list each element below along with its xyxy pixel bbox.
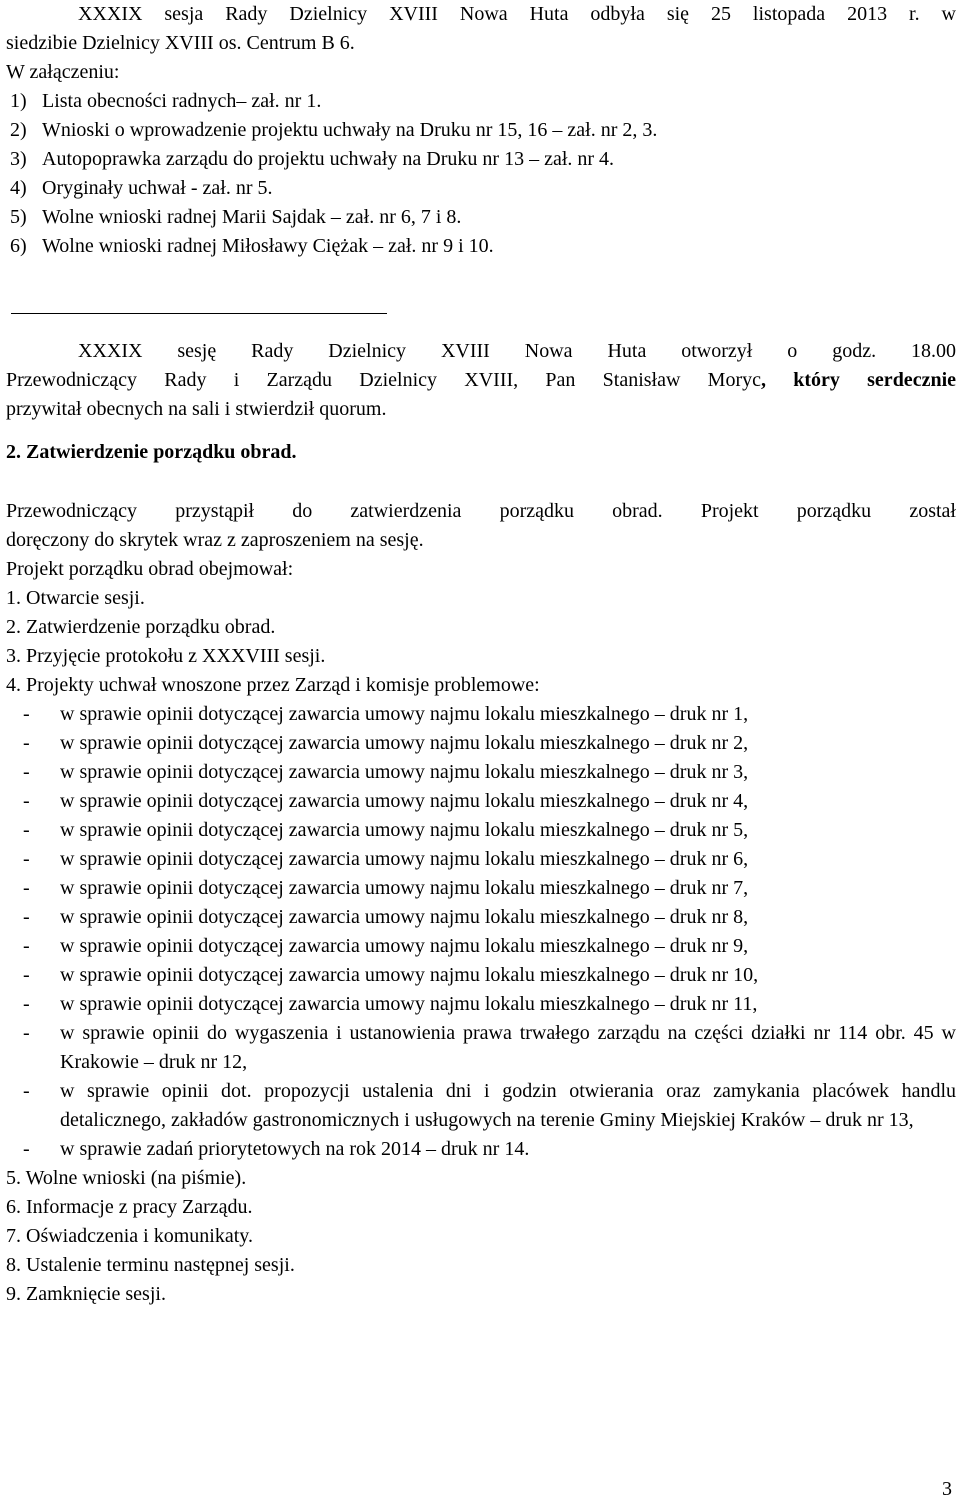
agenda-item: 5. Wolne wnioski (na piśmie). xyxy=(6,1167,247,1189)
section-heading: 2. Zatwierdzenie porządku obrad. xyxy=(6,441,297,463)
agenda-list xyxy=(6,584,956,1309)
agenda-item: 6. Informacje z pracy Zarządu. xyxy=(6,1196,253,1218)
attachments-list xyxy=(6,87,956,261)
attachment-item: 6) Wolne wnioski radnej Miłosławy Ciężak – zał. nr 9 i 10. xyxy=(10,235,494,257)
sub-item: - w sprawie opinii dot. propozycji ustalenia dni i godzin otwierania oraz zamykania placówek handlu detalicznego, zakładów gastronomicznych i usługowych na terenie Gminy Miejskiej Kraków – druk nr 13, xyxy=(23,1080,956,1131)
opening-line-2: Przewodniczący Rady i Zarządu Dzielnicy XVIII, Pan Stanisław Moryc, który serdecznie xyxy=(6,369,956,391)
sub-item: - w sprawie opinii dotyczącej zawarcia umowy najmu lokalu mieszkalnego – druk nr 2, xyxy=(23,732,749,754)
intro-line-1: XXXIX sesja Rady Dzielnicy XVIII Nowa Huta odbyła się 25 listopada 2013 r. w xyxy=(78,3,956,25)
agenda-intro: Projekt porządku obrad obejmował: xyxy=(6,558,294,580)
document-page xyxy=(6,0,956,1309)
agenda-sublist xyxy=(6,700,956,1164)
sub-item: - w sprawie zadań priorytetowych na rok 2014 – druk nr 14. xyxy=(23,1138,530,1160)
agenda-item: 2. Zatwierdzenie porządku obrad. xyxy=(6,616,276,638)
sub-item: - w sprawie opinii dotyczącej zawarcia umowy najmu lokalu mieszkalnego – druk nr 9, xyxy=(23,935,749,957)
agenda-item: 8. Ustalenie terminu następnej sesji. xyxy=(6,1254,295,1276)
agenda-item: 7. Oświadczenia i komunikaty. xyxy=(6,1225,253,1247)
agenda-item: 1. Otwarcie sesji. xyxy=(6,587,145,609)
opening-line-3: przywitał obecnych na sali i stwierdził quorum. xyxy=(6,398,387,420)
agenda-item: 9. Zamknięcie sesji. xyxy=(6,1283,166,1305)
agenda-item: 3. Przyjęcie protokołu z XXXVIII sesji. xyxy=(6,645,326,667)
sub-item: - w sprawie opinii dotyczącej zawarcia umowy najmu lokalu mieszkalnego – druk nr 4, xyxy=(23,790,749,812)
attachment-item: 3) Autopoprawka zarządu do projektu uchwały na Druku nr 13 – zał. nr 4. xyxy=(10,148,615,170)
sub-item: - w sprawie opinii do wygaszenia i ustanowienia prawa trwałego zarządu na części działki nr 114 obr. 45 w Krakowie – druk nr 12, xyxy=(23,1022,956,1073)
opening-line-1: XXXIX sesję Rady Dzielnicy XVIII Nowa Huta otworzył o godz. 18.00 xyxy=(78,340,956,362)
attachment-item: 1) Lista obecności radnych– zał. nr 1. xyxy=(10,90,322,112)
section-paragraph-line-2: doręczony do skrytek wraz z zaproszeniem na sesję. xyxy=(6,529,424,551)
page-number: 3 xyxy=(942,1478,952,1500)
separator-line xyxy=(11,313,387,314)
section-paragraph-line-1: Przewodniczący przystąpił do zatwierdzenia porządku obrad. Projekt porządku został xyxy=(6,500,956,522)
attachment-item: 5) Wolne wnioski radnej Marii Sajdak – zał. nr 6, 7 i 8. xyxy=(10,206,462,228)
sub-item: - w sprawie opinii dotyczącej zawarcia umowy najmu lokalu mieszkalnego – druk nr 5, xyxy=(23,819,749,841)
attachment-item: 4) Oryginały uchwał - zał. nr 5. xyxy=(10,177,273,199)
attachment-item: 2) Wnioski o wprowadzenie projektu uchwały na Druku nr 15, 16 – zał. nr 2, 3. xyxy=(10,119,658,141)
sub-item: - w sprawie opinii dotyczącej zawarcia umowy najmu lokalu mieszkalnego – druk nr 1, xyxy=(23,703,749,725)
sub-item: - w sprawie opinii dotyczącej zawarcia umowy najmu lokalu mieszkalnego – druk nr 11, xyxy=(23,993,758,1015)
sub-item: - w sprawie opinii dotyczącej zawarcia umowy najmu lokalu mieszkalnego – druk nr 6, xyxy=(23,848,749,870)
attachments-label: W załączeniu: xyxy=(6,61,120,83)
agenda-item: 4. Projekty uchwał wnoszone przez Zarząd i komisje problemowe: - w sprawie opinii dotyczącej zawarcia umowy najmu lokalu mieszkalnego – druk nr 1, - w sprawie opinii dotyczącej zawarcia umowy najmu lokalu mieszkalnego – druk nr 2, - w sprawie opinii dotyczącej zawarcia umowy najmu lokalu mieszkalnego – druk nr 3, - w sprawie opinii dotyczącej zawarcia umowy najmu lokalu mieszkalnego – druk nr 4, - w sprawie opinii dotyczącej zawarcia umowy najmu lokalu mieszkalnego – druk nr 5, - w sprawie opinii dotyczącej zawarcia umowy najmu lokalu mieszkalnego – druk nr 6, - w sprawie opinii dotyczącej zawarcia umowy najmu lokalu mieszkalnego – druk nr 7, - w sprawie opinii dotyczącej zawarcia umowy najmu lokalu mieszkalnego – druk nr 8, - w sprawie opinii dotyczącej zawarcia umowy najmu lokalu mieszkalnego – druk nr 9, - w sprawie opinii dotyczącej zawarcia umowy najmu lokalu mieszkalnego – druk nr 10, - w sprawie opinii dotyczącej zawarcia umowy najmu lokalu mieszkalnego – druk nr 11, - w sprawie opinii do wygaszenia i ustanowienia prawa trwałego zarządu na części działki nr 114 obr. 45 w Krakowie – druk nr 12, - w sprawie opinii dot. propozycji ustalenia dni i godzin otwierania oraz zamykania placówek handlu detalicznego, zakładów gastronomicznych i usługowych na terenie Gminy Miejskiej Kraków – druk nr 13, - w sprawie zadań priorytetowych na rok 2014 – druk nr 14. xyxy=(6,671,956,1164)
sub-item: - w sprawie opinii dotyczącej zawarcia umowy najmu lokalu mieszkalnego – druk nr 10, xyxy=(23,964,759,986)
sub-item: - w sprawie opinii dotyczącej zawarcia umowy najmu lokalu mieszkalnego – druk nr 7, xyxy=(23,877,749,899)
sub-item: - w sprawie opinii dotyczącej zawarcia umowy najmu lokalu mieszkalnego – druk nr 8, xyxy=(23,906,749,928)
intro-line-2: siedzibie Dzielnicy XVIII os. Centrum B 6. xyxy=(6,32,355,54)
sub-item: - w sprawie opinii dotyczącej zawarcia umowy najmu lokalu mieszkalnego – druk nr 3, xyxy=(23,761,749,783)
